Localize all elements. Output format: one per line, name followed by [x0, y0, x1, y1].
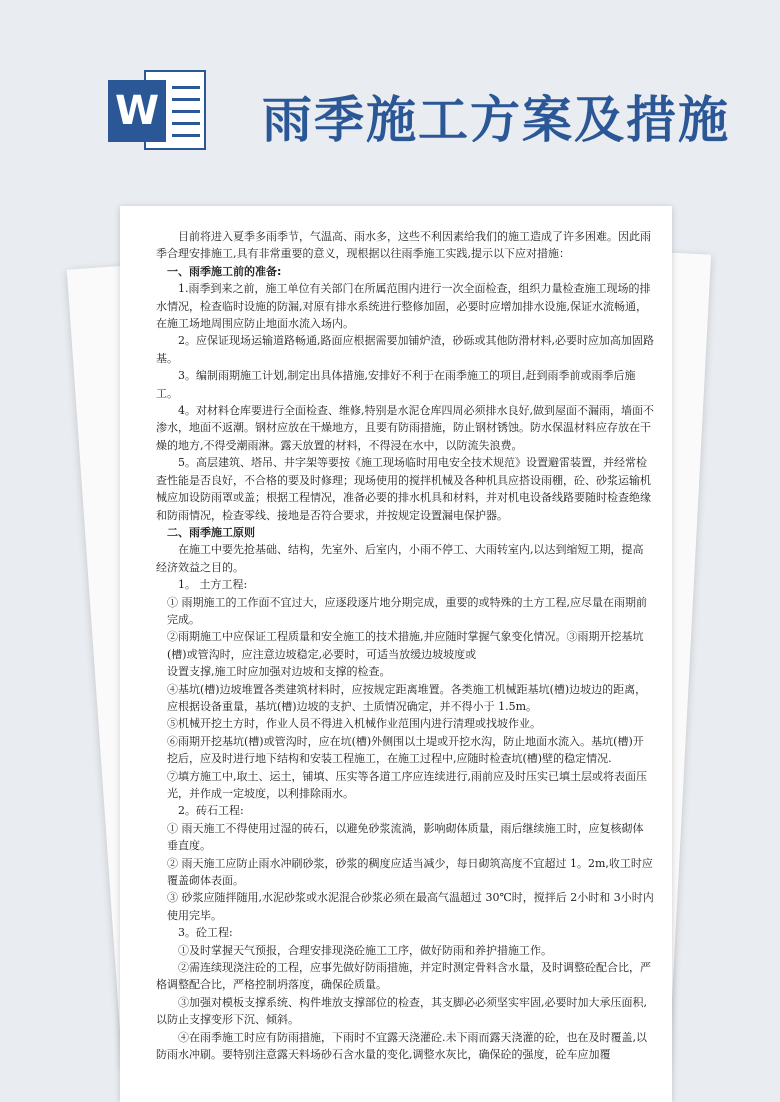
subsection-heading: 1。 土方工程: [178, 578, 248, 592]
paragraph: ③加强对模板支撑系统、构件堆放支撑部位的检查，其支脚必必须坚实牢固,必要时加大承压面积,以防止支撑变形下沉、倾斜。 [156, 995, 647, 1027]
document-header [0, 0, 780, 200]
paragraph: ②雨期施工中应保证工程质量和安全施工的技术措施,并应随时掌握气象变化情况。③雨期开挖基坑(槽)或管沟时，应注意边坡稳定,必要时，可适当放缓边坡坡度或 [167, 630, 644, 661]
subsection-heading: 3。砼工程: [178, 926, 233, 940]
paragraph: 1.雨季到来之前，施工单位有关部门在所属范围内进行一次全面检查，组织力量检查施工现场的排水情况，检查临时设施的防漏,对原有排水系统进行整修加固，必要时应增加排水设施,保证水流畅通，在施工场地周围应防止地面水流入场内。 [156, 282, 651, 331]
word-icon [108, 66, 206, 154]
section-heading: 一、雨季施工前的准备: [167, 264, 282, 278]
paragraph: 设置支撑,施工时应加强对边坡和支撑的检查。 [167, 665, 391, 679]
paragraph: ⑥雨期开挖基坑(槽)或管沟时，应在坑(槽)外侧围以土堤或开挖水沟，防止地面水流入。基坑(槽)开挖后，应及时进行地下结构和安装工程施工，在施工过程中,应随时检查坑(槽)壁的稳定情况. [167, 734, 644, 766]
section-heading: 二、雨季施工原则 [167, 525, 255, 539]
paragraph: ⑦填方施工中,取土、运土，铺填、压实等各道工序应连续进行,雨前应及时压实已填土层或将表面压光，并作成一定坡度，以利排除雨水。 [167, 769, 647, 800]
paragraph: 2。应保证现场运输道路畅通,路面应根据需要加铺炉渣，砂砾或其他防滑材料,必要时应加高加固路基。 [156, 334, 654, 365]
paragraph: ① 雨天施工不得使用过湿的砖石，以避免砂浆流淌，影响砌体质量，雨后继续施工时，应复核砌体垂直度。 [167, 821, 644, 853]
paragraph: 在施工中要先抢基础、结构，先室外、后室内，小雨不停工、大雨转室内,以达到缩短工期，提高经济效益之目的。 [156, 543, 644, 574]
paragraph: ② 雨天施工应防止雨水冲刷砂浆，砂浆的稠度应适当减少，每日砌筑高度不宜超过 1。2m,收工时应覆盖砌体表面。 [167, 856, 653, 888]
paragraph: ①及时掌握天气预报，合理安排现浇砼施工工序，做好防雨和养护措施工作。 [178, 943, 552, 957]
paragraph: 5。高层建筑、塔吊、井字架等要按《施工现场临时用电安全技术规范》设置避雷装置，并经常检查性能是否良好，不合格的要及时修理；现场使用的搅拌机械及各种机具应搭设雨棚，砼、砂浆运输机械应加设防雨罩或盖；根据工程情况，准备必要的排水机具和材料，并对机电设备线路要随时检查绝缘和防雨情况，检查零线、接地是否符合要求，并按规定设置漏电保护器。 [156, 456, 651, 522]
subsection-heading: 2。砖石工程: [178, 804, 244, 818]
word-icon-badge: W [108, 80, 166, 142]
paragraph: ⑤机械开挖土方时，作业人员不得进入机械作业范围内进行清理或找坡作业。 [167, 717, 541, 731]
paragraph: ① 雨期施工的工作面不宜过大，应逐段逐片地分期完成，重要的或特殊的土方工程,应尽量在雨期前完成。 [167, 595, 647, 626]
paragraph: 4。对材料仓库要进行全面检查、维修,特别是水泥仓库四周必须排水良好,做到屋面不漏雨，墙面不渗水，地面不返潮。钢材应放在干燥地方，且要有防雨措施，防止钢材锈蚀。防水保温材料应存放在干燥的地方,不得受潮雨淋。露天放置的材料，不得浸在水中，以防流失浪费。 [156, 404, 654, 452]
paragraph: ④在雨季施工时应有防雨措施，下雨时不宜露天浇灌砼.未下雨而露天浇灌的砼，也在及时覆盖,以防雨水冲刷。要特别注意露天料场砂石含水量的变化,调整水灰比，确保砼的强度，砼车应加覆 [156, 1030, 647, 1062]
paragraph: ③ 砂浆应随拌随用,水泥砂浆或水泥混合砂浆必须在最高气温超过 30℃时，搅拌后 2小时和 3小时内使用完毕。 [167, 891, 654, 922]
paragraph: ④基坑(槽)边坡堆置各类建筑材料时，应按规定距离堆置。各类施工机械距基坑(槽)边坡边的距离，应根据设备重量，基坑(槽)边坡的支护、土质情况确定，并不得小于 1.5m。 [167, 682, 647, 713]
paragraph: ②需连续现浇注砼的工程，应事先做好防雨措施，并定时测定骨料含水量，及时调整砼配合比，严格调整配合比，严格控制坍落度，确保砼质量。 [156, 961, 651, 992]
paragraph: 3。编制雨期施工计划,制定出具体措施,安排好不利于在雨季施工的项目,赶到雨季前或雨季后施工。 [156, 369, 636, 400]
document-page [120, 206, 672, 1102]
intro-paragraph: 目前将进入夏季多雨季节，气温高、雨水多，这些不利因素给我们的施工造成了许多困难。因此雨季合理安排施工,具有非常重要的意义，现根据以往雨季施工实践,提示以下应对措施： [156, 230, 651, 261]
page-title: 雨季施工方案及措施 [262, 91, 730, 149]
